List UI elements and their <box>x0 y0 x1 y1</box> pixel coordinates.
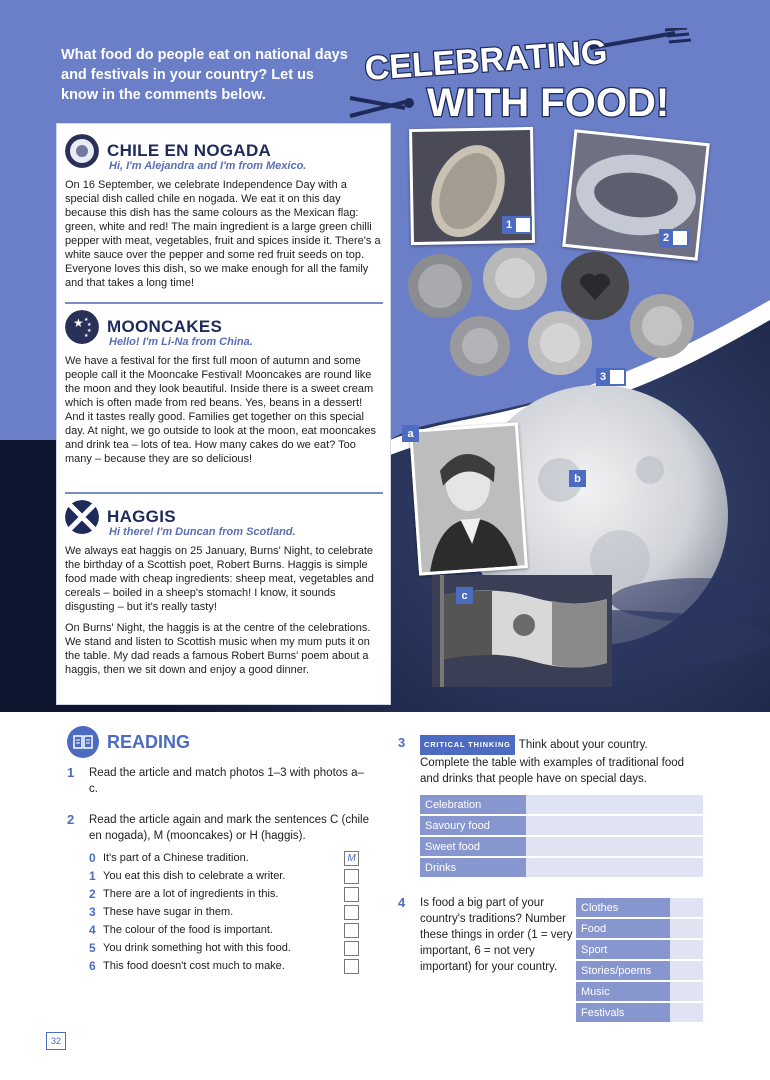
list-item: 2 There are a lot of ingredients in this. <box>89 885 359 903</box>
question-1: 1 Read the article and match photos 1–3 with photos a–c. <box>67 765 364 795</box>
question-3: 3 CRITICAL THINKING Think about your country. Complete the table with examples of traditional food and drinks that people have on special days. <box>398 735 685 785</box>
mexico-seal-icon <box>65 134 99 168</box>
table-input-cell[interactable] <box>526 795 703 814</box>
photo-letter-tag: c <box>456 587 473 604</box>
intro-question: What food do people eat on national days and festivals in your country? Let us know in the comments below. <box>61 47 348 103</box>
table-input-cell[interactable] <box>526 816 703 835</box>
table-input-cell[interactable] <box>526 837 703 856</box>
book-icon <box>67 726 99 758</box>
table-input-cell[interactable] <box>670 982 703 1001</box>
list-item: 5 You drink something hot with this food. <box>89 939 359 957</box>
answer-box[interactable] <box>673 231 687 245</box>
photo-letter-tag: b <box>569 470 586 487</box>
svg-text:★: ★ <box>87 322 92 328</box>
section-paragraph: On Burns' Night, the haggis is at the centre of the celebrations. We stand and listen to Scottish music when my mum puts it on the table. My dad reads a famous Robert Burns' poem about a haggis, then we sit down and enjoy a good dinner. <box>65 622 371 676</box>
table-input-cell[interactable] <box>670 919 703 938</box>
divider <box>65 492 383 494</box>
photo-robert-burns <box>409 422 528 575</box>
table-row: Celebration <box>420 795 703 814</box>
list-item: 1 You eat this dish to celebrate a writer. <box>89 867 359 885</box>
reading-heading <box>67 726 190 758</box>
table-input-cell[interactable] <box>526 858 703 877</box>
reading-title: READING <box>107 731 191 752</box>
photo-number-tag: 3 <box>596 368 626 386</box>
table-input-cell[interactable] <box>670 1003 703 1022</box>
critical-thinking-badge: CRITICAL THINKING <box>420 735 515 755</box>
photo-mooncakes <box>400 248 700 378</box>
table-row: Sweet food <box>420 837 703 856</box>
answer-checkbox[interactable] <box>344 941 359 956</box>
answer-box[interactable] <box>610 370 624 384</box>
question-2: 2 Read the article again and mark the sentences C (chile en nogada), M (mooncakes) or H (haggis). <box>67 812 369 842</box>
table-row: Clothes <box>576 898 703 917</box>
answer-checkbox[interactable] <box>344 959 359 974</box>
table-input-cell[interactable] <box>670 940 703 959</box>
answer-box[interactable] <box>516 218 530 232</box>
title-line1: CELEBRATING <box>363 33 609 88</box>
section-mooncakes <box>65 308 383 473</box>
section-paragraph: We always eat haggis on 25 January, Burns' Night, to celebrate the birthday of a Scottish poet, Robert Burns. Haggis is simple food made with cheap ingredients: sheep meat, vegetables and cereals – boiled in a sheep's stomach! I know, it sounds disgusting – but it's really tasty! <box>65 545 374 613</box>
page-number: 32 <box>46 1032 66 1050</box>
section-paragraph: On 16 September, we celebrate Independence Day with a special dish called chile en nogada. We eat it on this day because this dish has the same colours as the Mexican flag: green, white and red! The main ingredient is a large green chilli pepper with meat, vegetables, fruit and spices inside it. There's a white sauce over the pepper and some red fruit seeds on top. Everyone loves this dish, so we make enough for all the family and that takes a long time! <box>65 179 381 289</box>
section-title: MOONCAKES <box>107 317 223 336</box>
section-haggis <box>65 498 383 684</box>
svg-text:★: ★ <box>84 333 89 339</box>
article-box <box>56 123 391 705</box>
table-row: Food <box>576 919 703 938</box>
china-flag-icon <box>65 310 99 344</box>
answer-checkbox[interactable] <box>344 905 359 920</box>
section-chile <box>65 132 383 297</box>
answer-checkbox[interactable] <box>344 869 359 884</box>
answer-checkbox[interactable] <box>344 887 359 902</box>
photo-number-tag: 1 <box>502 216 532 234</box>
section-subtitle: Hello! I'm Li-Na from China. <box>109 336 253 348</box>
table-ranking <box>576 896 703 1024</box>
table-celebration <box>420 793 703 879</box>
scotland-flag-icon <box>65 500 99 534</box>
table-row: Sport <box>576 940 703 959</box>
answer-checkbox[interactable] <box>344 923 359 938</box>
section-title: CHILE EN NOGADA <box>107 141 272 160</box>
photo-letter-tag: a <box>402 425 419 442</box>
table-input-cell[interactable] <box>670 961 703 980</box>
list-item: 6 This food doesn't cost much to make. <box>89 957 359 975</box>
list-item: 4 The colour of the food is important. <box>89 921 359 939</box>
table-row: Drinks <box>420 858 703 877</box>
divider <box>65 302 383 304</box>
table-input-cell[interactable] <box>670 898 703 917</box>
section-title: HAGGIS <box>107 507 176 526</box>
photo-number-tag: 2 <box>659 229 689 247</box>
list-item: 3 These have sugar in them. <box>89 903 359 921</box>
svg-text:★: ★ <box>73 316 84 330</box>
section-paragraph: We have a festival for the first full moon of autumn and some people call it the Mooncake Festival! Mooncakes are round like the moon and they look beautiful. Inside there is a sweet cream which is often made from red beans. Yes, beans in a dessert! And it tastes really good. Families get together on this special day. At night, we go outside to look at the moon, eat mooncakes and drink tea – lots of tea. How many cakes do we eat? Too many – because they are so delicious! <box>65 355 377 465</box>
section-subtitle: Hi there! I'm Duncan from Scotland. <box>109 526 296 538</box>
question-4: 4 Is food a big part of your country's traditions? Number these things in order (1 = very important, 6 = not very important) for your country. <box>398 895 573 973</box>
answer-checkbox[interactable]: M <box>344 851 359 866</box>
question-2-items <box>89 849 359 975</box>
svg-text:★: ★ <box>84 317 89 323</box>
table-row: Festivals <box>576 1003 703 1022</box>
section-subtitle: Hi, I'm Alejandra and I'm from Mexico. <box>109 160 307 172</box>
table-row: Savoury food <box>420 816 703 835</box>
svg-text:★: ★ <box>87 328 92 334</box>
title-art <box>345 28 705 128</box>
table-row: Stories/poems <box>576 961 703 980</box>
list-item: 0 It's part of a Chinese tradition. M <box>89 849 359 867</box>
table-row: Music <box>576 982 703 1001</box>
title-line2: WITH FOOD! <box>427 81 670 125</box>
